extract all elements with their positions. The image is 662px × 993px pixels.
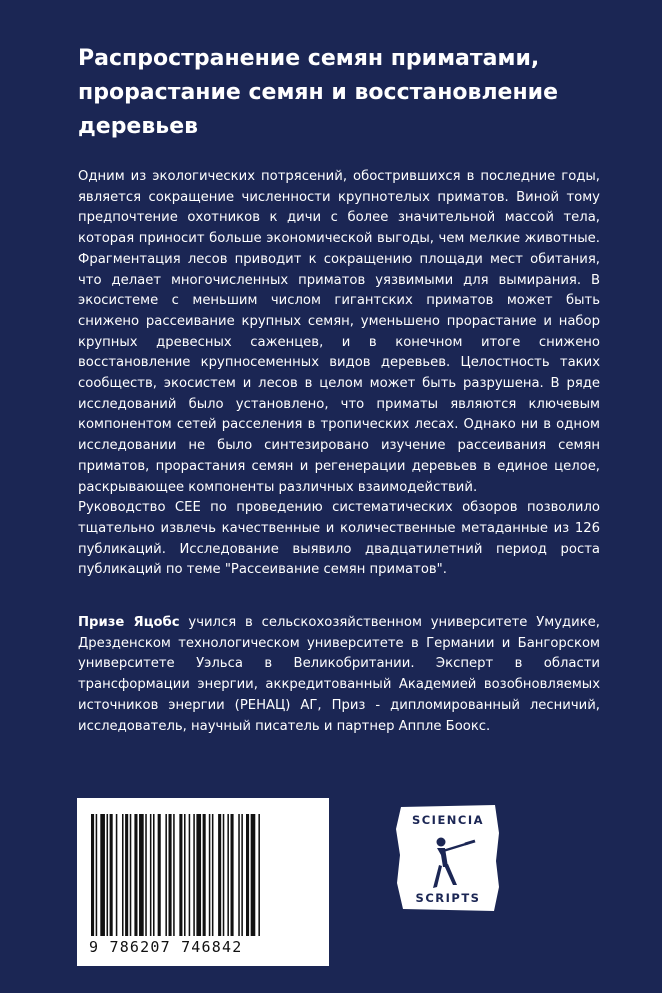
barcode-bar	[165, 814, 167, 936]
barcode-bar	[196, 814, 201, 936]
barcode-bar	[241, 814, 243, 936]
barcode-bar	[91, 814, 94, 936]
barcode-bar	[251, 814, 256, 936]
barcode-bar	[258, 814, 260, 936]
barcode-bar	[116, 814, 118, 936]
barcode-bar	[246, 814, 249, 936]
barcode-bar	[209, 814, 211, 936]
abstract-paragraph-1: Одним из экологических потрясений, обострившихся в последние годы, является сокращение численности крупнотелых приматов. Виной тому предпочтение охотников к дичи с более значительной массой тела, которая приносит больше экономической выгоды, чем мелкие животные. Фрагментация лесов приводит к сокращению площади мест обитания, что делает многочисленных приматов уязвимыми для вымирания. В экосистеме с меньшим числом гигантских приматов может быть снижено рассеивание крупных семян, уменьшено прорастание и набор крупных древесных саженцев, и в конечном итоге снижено восстановление крупносеменных видов деревьев. Целостность таких сообществ, экосистем и лесов в целом может быть разрушена. В ряде исследований было установлено, что приматы являются ключевым компонентом сетей расселения в тропических лесах. Однако ни в одном исследовании не было синтезировано изучение рассеивания семян приматов, прорастания семян и регенерации деревьев в единое целое, раскрывающее компоненты различных взаимодействий.	[78, 169, 600, 495]
barcode-bar	[100, 814, 105, 936]
barcode-bar	[179, 814, 182, 936]
abstract-paragraph-2: Руководство CEE по проведению систематических обзоров позволило тщательно извлечь качественные и количественные метаданные из 126 публикаций. Исследование выявило двадцатилетний период роста публикаций по теме "Рассеивание семян приматов".	[78, 500, 600, 578]
barcode-bar	[122, 814, 124, 936]
author-bio	[78, 613, 600, 737]
abstract	[78, 167, 600, 581]
barcode-bar	[189, 814, 191, 936]
barcode-bar	[203, 814, 206, 936]
isbn-number: 9 786207 746842	[89, 938, 243, 956]
barcode-bar	[169, 814, 172, 936]
publisher-logo	[393, 803, 503, 913]
isbn-barcode	[77, 798, 329, 966]
barcode-bar	[145, 814, 147, 936]
author-name: Призе Яцобс	[78, 615, 180, 630]
barcode-bar	[153, 814, 155, 936]
barcode-bar	[150, 814, 152, 936]
barcode-bar	[96, 814, 98, 936]
barcode-bar	[173, 814, 175, 936]
barcode-bar	[212, 814, 214, 936]
barcode-bar	[110, 814, 113, 936]
barcode-bars	[91, 814, 315, 936]
barcode-bar	[218, 814, 221, 936]
logo-text-bottom: SCRIPTS	[415, 891, 481, 905]
barcode-bar	[158, 814, 161, 936]
logo-text-top: SCIENCIA	[411, 813, 485, 827]
barcode-bar	[184, 814, 186, 936]
author-bio-text: учился в сельскохозяйственном университете Умудике, Дрезденском технологическом университете в Германии и Бангорском университете Уэльса в Великобритании. Эксперт в области трансформации энергии, аккредитованный Академией возобновляемых источников энергии (РЕНАЦ) АГ, Приз - дипломированный лесничий, исследователь, научный писатель и партнер Аппле Боокс.	[78, 615, 600, 734]
barcode-bar	[125, 814, 128, 936]
barcode-bar	[231, 814, 234, 936]
barcode-bar	[238, 814, 240, 936]
barcode-bar	[134, 814, 137, 936]
book-title: Распространение семян приматами, прорастание семян и восстановление деревьев	[78, 46, 559, 139]
barcode-bar	[139, 814, 144, 936]
barcode-bar	[223, 814, 225, 936]
barcode-bar	[130, 814, 132, 936]
barcode-bar	[193, 814, 195, 936]
barcode-bar	[227, 814, 229, 936]
barcode-bar	[107, 814, 109, 936]
